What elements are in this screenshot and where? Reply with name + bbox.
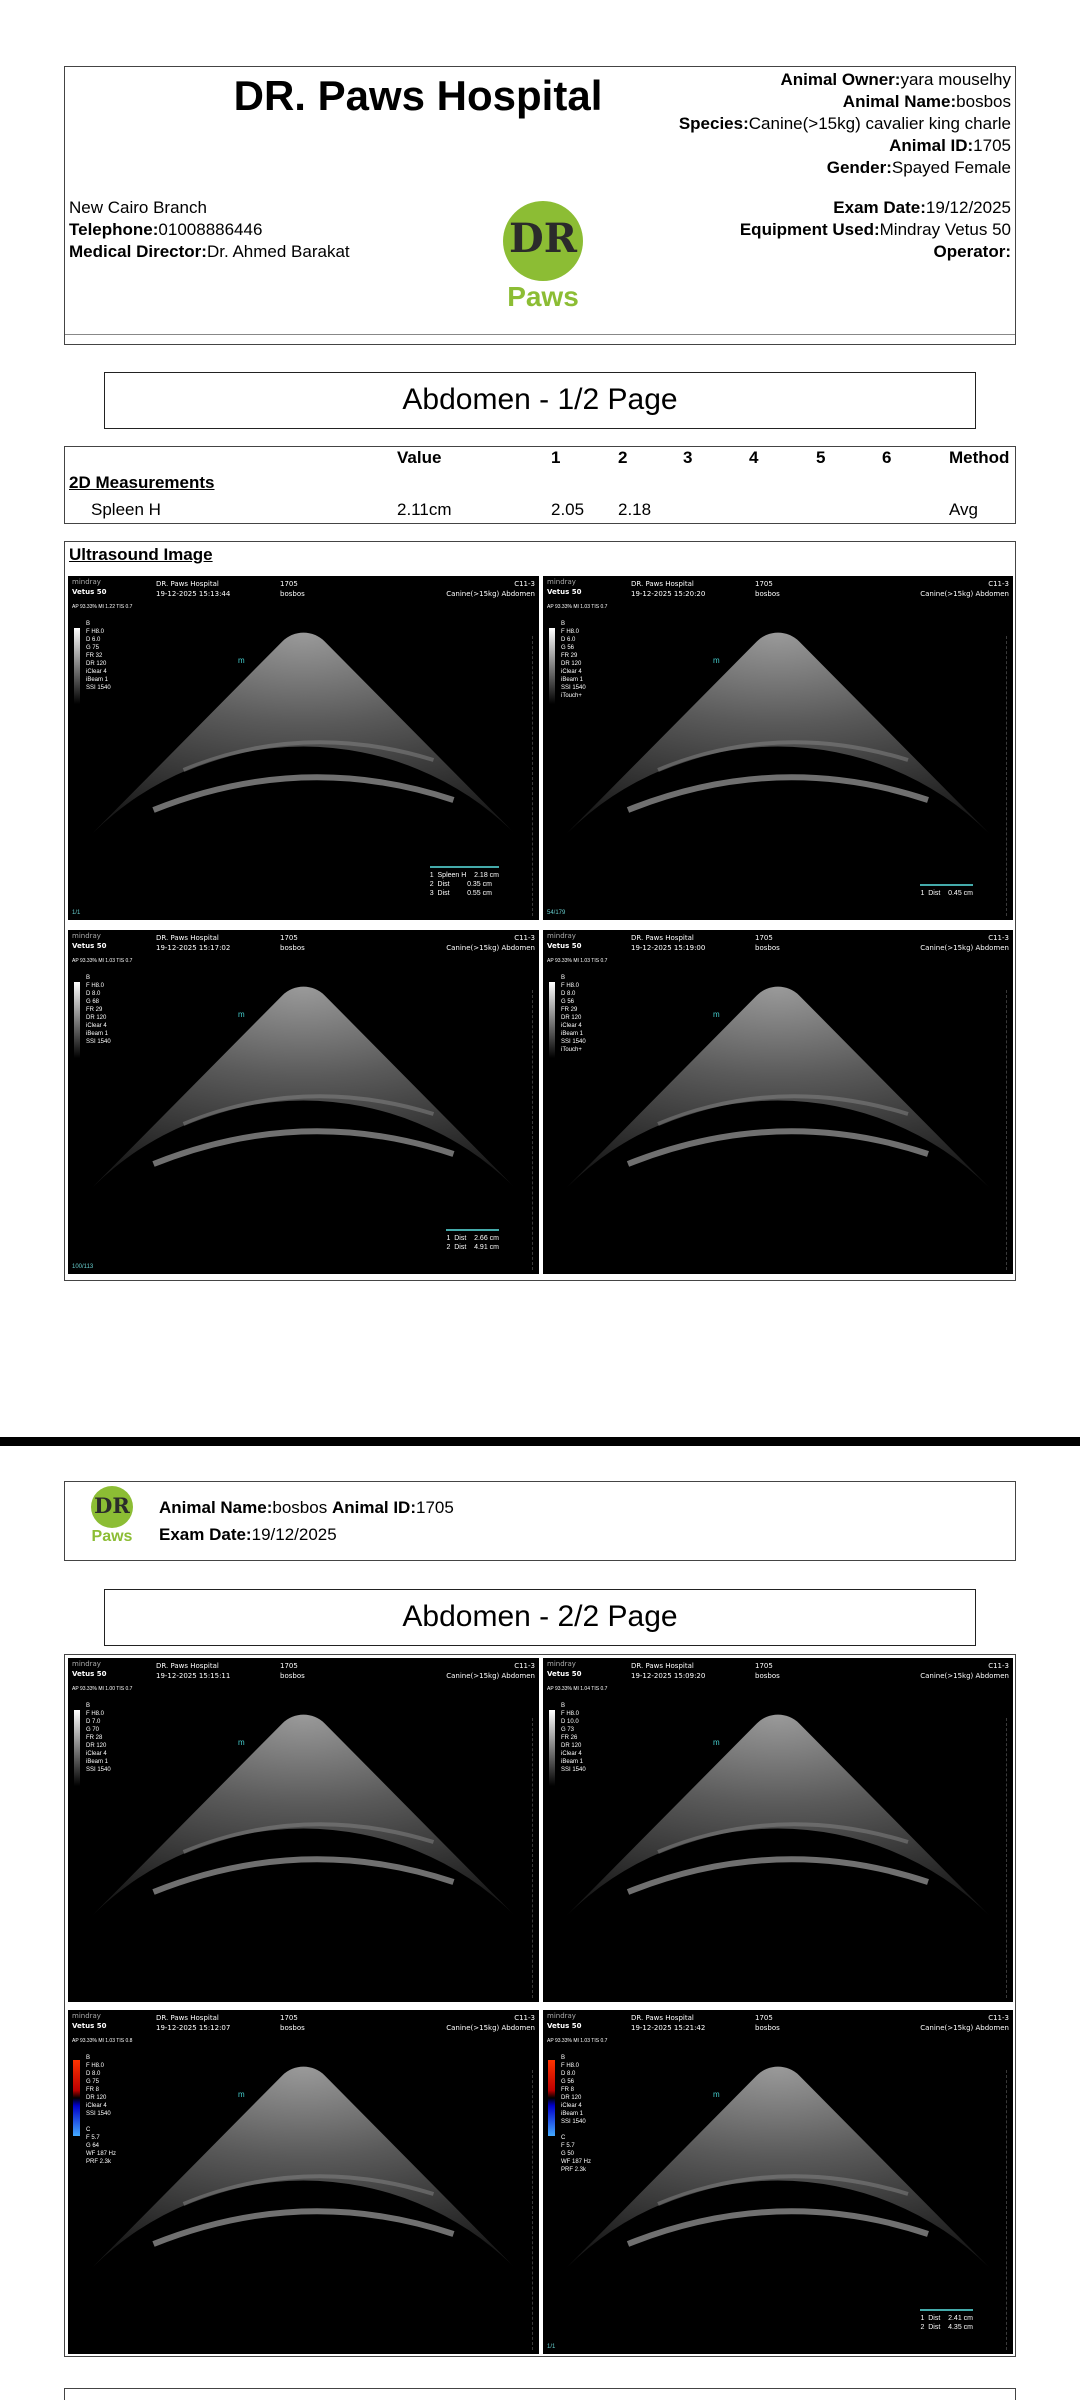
animal-name-value: bosbos <box>956 92 1011 111</box>
image-hospital: DR. Paws Hospital <box>156 934 219 942</box>
image-patient-id: 1705 <box>755 580 773 588</box>
scanner-model: Vetus 50 <box>547 2022 582 2030</box>
image-header <box>543 930 1013 954</box>
image-parameters: B F H8.0 D 8.0 G 56 FR 29 DR 120 iClear 4 iBeam 1 SSI 1540 iTouch+ <box>561 975 586 1053</box>
image-header <box>543 2010 1013 2034</box>
image-probe: C11-3 <box>514 2014 535 2022</box>
animal-id-value: 1705 <box>973 136 1011 155</box>
orientation-marker-icon: m <box>238 2090 245 2099</box>
tissue-band <box>628 1859 928 1892</box>
image-patient-name: bosbos <box>755 944 780 952</box>
gray-scale <box>549 982 555 1058</box>
ultrasound-sector <box>68 2010 539 2354</box>
ultrasound-image-2[interactable] <box>543 576 1013 920</box>
image-header <box>68 930 539 954</box>
col-4: 4 <box>749 448 759 467</box>
image-parameters: B F H8.0 D 8.0 G 56 FR 8 DR 120 iClear 4 iBeam 1 SSI 1540 C F 5.7 G 50 WF 187 Hz PRF 2.3k <box>561 2055 592 2173</box>
image-datetime: 19-12-2025 15:20:20 <box>631 590 706 598</box>
image-probe: C11-3 <box>514 580 535 588</box>
scanner-brand: mindray <box>547 1660 576 1668</box>
depth-ruler <box>1001 990 1007 1270</box>
scanner-model: Vetus 50 <box>72 2022 107 2030</box>
image-preset: Canine(>15kg) Abdomen <box>446 944 535 952</box>
image-parameters: B F H8.0 D 7.0 G 70 FR 28 DR 120 iClear 4 iBeam 1 SSI 1540 <box>86 1703 111 1773</box>
image-patient-name: bosbos <box>755 1672 780 1680</box>
sector-fan <box>567 1715 989 1916</box>
image-datetime: 19-12-2025 15:12:07 <box>156 2024 231 2032</box>
image-hospital: DR. Paws Hospital <box>631 934 694 942</box>
gender-value: Spayed Female <box>891 158 1011 177</box>
ultrasound-sector <box>68 930 539 1274</box>
image-probe: C11-3 <box>988 2014 1009 2022</box>
ultrasound-image-8[interactable] <box>543 2010 1013 2354</box>
measurement-results: 1 Dist 2.41 cm 2 Dist 4.35 cm <box>920 2309 973 2332</box>
scanner-model: Vetus 50 <box>72 942 107 950</box>
animal-id-label: Animal ID: <box>889 136 974 155</box>
measurement-results: 1 Spleen H 2.18 cm 2 Dist 0.35 cm 3 Dist 0.55 cm <box>430 866 499 898</box>
orientation-marker-icon: m <box>713 1738 720 1747</box>
frame-counter: 1/1 <box>547 2344 556 2350</box>
color-scale <box>548 2060 555 2136</box>
next-page-header-edge <box>64 2388 1016 2400</box>
sector-fan <box>567 633 989 834</box>
orientation-marker-icon: m <box>713 2090 720 2099</box>
col-method: Method <box>949 448 1010 467</box>
scanner-model: Vetus 50 <box>547 942 582 950</box>
image-probe: C11-3 <box>514 1662 535 1670</box>
image-patient-id: 1705 <box>755 2014 773 2022</box>
image-patient-name: bosbos <box>280 590 305 598</box>
sector-fan <box>567 987 989 1188</box>
image-patient-name: bosbos <box>280 1672 305 1680</box>
frame-counter: 54/179 <box>547 910 566 916</box>
gray-scale <box>549 1710 555 1786</box>
tissue-band <box>628 1131 928 1164</box>
image-header <box>68 1658 539 1682</box>
image-probe: C11-3 <box>988 1662 1009 1670</box>
page-separator <box>0 1437 1080 1446</box>
measurement-results: 1 Dist 2.66 cm 2 Dist 4.91 cm <box>446 1229 499 1252</box>
depth-ruler <box>527 1718 533 1998</box>
tissue-band <box>628 777 928 810</box>
image-preset: Canine(>15kg) Abdomen <box>920 944 1009 952</box>
col-3: 3 <box>683 448 693 467</box>
ultrasound-sector <box>543 576 1013 920</box>
species-label: Species: <box>678 114 749 133</box>
image-datetime: 19-12-2025 15:17:02 <box>156 944 231 952</box>
row-value: 2.11cm <box>397 500 452 519</box>
image-preset: Canine(>15kg) Abdomen <box>920 2024 1009 2032</box>
image-parameters: B F H8.0 D 6.0 G 75 FR 32 DR 120 iClear 4 iBeam 1 SSI 1540 <box>86 621 111 691</box>
scanner-model: Vetus 50 <box>547 1670 582 1678</box>
report-header-2 <box>64 1481 1016 1561</box>
orientation-marker-icon: m <box>238 1738 245 1747</box>
logo-initials: DR <box>509 215 577 262</box>
measurement-results: 1 Dist 0.45 cm <box>920 884 973 898</box>
page-title-1: Abdomen - 1/2 Page <box>104 372 976 429</box>
color-scale <box>73 2060 80 2136</box>
measurements-table <box>64 446 1016 524</box>
ultrasound-sector <box>68 1658 539 2002</box>
row-name: Spleen H <box>91 500 161 519</box>
depth-ruler <box>527 636 533 916</box>
orientation-marker-icon: m <box>238 1010 245 1019</box>
ultrasound-image-7[interactable] <box>68 2010 539 2354</box>
col-1: 1 <box>551 448 561 467</box>
image-datetime: 19-12-2025 15:13:44 <box>156 590 231 598</box>
row-method: Avg <box>949 500 978 519</box>
image-patient-id: 1705 <box>280 2014 298 2022</box>
hospital-logo-small <box>87 1486 137 1546</box>
row-m1: 2.05 <box>551 500 585 519</box>
image-acoustic-output: AP 93.33% MI 1.22 TIS 0.7 <box>72 604 133 610</box>
image-patient-id: 1705 <box>755 934 773 942</box>
scanner-model: Vetus 50 <box>72 1670 107 1678</box>
header-divider <box>65 334 1015 335</box>
scanner-brand: mindray <box>72 932 101 940</box>
hospital-logo <box>501 201 585 313</box>
gender-label: Gender: <box>826 158 892 177</box>
section-2d-measurements: 2D Measurements <box>69 473 215 492</box>
exam-date-value: 19/12/2025 <box>251 1525 337 1544</box>
image-patient-id: 1705 <box>280 1662 298 1670</box>
image-probe: C11-3 <box>514 934 535 942</box>
row-m2: 2.18 <box>618 500 652 519</box>
logo-circle <box>91 1486 133 1528</box>
image-hospital: DR. Paws Hospital <box>156 580 219 588</box>
image-acoustic-output: AP 93.33% MI 1.03 TIS 0.8 <box>72 2038 133 2044</box>
image-parameters: B F H8.0 D 10.0 G 73 FR 26 DR 120 iClear 4 iBeam 1 SSI 1540 <box>561 1703 586 1773</box>
sector-fan <box>93 2067 515 2268</box>
frame-counter: 1/1 <box>72 910 81 916</box>
image-datetime: 19-12-2025 15:09:20 <box>631 1672 706 1680</box>
depth-ruler <box>1001 2070 1007 2350</box>
image-patient-id: 1705 <box>280 580 298 588</box>
depth-ruler <box>1001 1718 1007 1998</box>
image-hospital: DR. Paws Hospital <box>631 1662 694 1670</box>
image-preset: Canine(>15kg) Abdomen <box>920 1672 1009 1680</box>
director-value: Dr. Ahmed Barakat <box>206 242 350 261</box>
image-hospital: DR. Paws Hospital <box>631 2014 694 2022</box>
tissue-band <box>154 2211 454 2244</box>
depth-ruler <box>1001 636 1007 916</box>
exam-date-label: Exam Date: <box>159 1525 252 1544</box>
sector-fan <box>93 633 515 834</box>
sector-fan <box>93 1715 515 1916</box>
image-acoustic-output: AP 93.33% MI 1.00 TIS 0.7 <box>72 1686 133 1692</box>
logo-initials: DR <box>94 1493 130 1518</box>
scanner-model: Vetus 50 <box>72 588 107 596</box>
orientation-marker-icon: m <box>238 656 245 665</box>
ultrasound-image-3[interactable] <box>68 930 539 1274</box>
image-acoustic-output: AP 93.33% MI 1.03 TIS 0.7 <box>547 604 608 610</box>
image-datetime: 19-12-2025 15:15:11 <box>156 1672 231 1680</box>
owner-label: Animal Owner: <box>780 70 901 89</box>
image-probe: C11-3 <box>988 580 1009 588</box>
tissue-band <box>154 1859 454 1892</box>
image-patient-id: 1705 <box>280 934 298 942</box>
animal-name-label: Animal Name: <box>159 1498 273 1517</box>
image-preset: Canine(>15kg) Abdomen <box>920 590 1009 598</box>
image-acoustic-output: AP 93.33% MI 1.03 TIS 0.7 <box>72 958 133 964</box>
ultrasound-sector <box>543 2010 1013 2354</box>
scanner-brand: mindray <box>547 2012 576 2020</box>
telephone-label: Telephone: <box>69 220 159 239</box>
scanner-model: Vetus 50 <box>547 588 582 596</box>
tissue-band <box>154 1131 454 1164</box>
frame-counter: 100/113 <box>72 1264 94 1270</box>
image-acoustic-output: AP 93.33% MI 1.04 TIS 0.7 <box>547 1686 608 1692</box>
image-preset: Canine(>15kg) Abdomen <box>446 1672 535 1680</box>
sector-fan <box>567 2067 989 2268</box>
exam-info <box>740 197 1011 263</box>
image-probe: C11-3 <box>988 934 1009 942</box>
patient-summary <box>159 1494 454 1548</box>
director-label: Medical Director: <box>69 242 207 261</box>
image-header <box>68 576 539 600</box>
animal-id-label: Animal ID: <box>331 1498 416 1517</box>
image-datetime: 19-12-2025 15:19:00 <box>631 944 706 952</box>
exam-date-value: 19/12/2025 <box>925 198 1011 217</box>
depth-ruler <box>527 990 533 1270</box>
image-patient-name: bosbos <box>280 944 305 952</box>
image-header <box>543 576 1013 600</box>
image-header <box>543 1658 1013 1682</box>
col-2: 2 <box>618 448 628 467</box>
telephone-value: 01008886446 <box>158 220 263 239</box>
image-header <box>68 2010 539 2034</box>
col-value: Value <box>397 448 442 467</box>
tissue-band <box>628 2211 928 2244</box>
image-patient-name: bosbos <box>755 590 780 598</box>
sector-fan <box>93 987 515 1188</box>
ultrasound-sector <box>543 1658 1013 2002</box>
orientation-marker-icon: m <box>713 1010 720 1019</box>
operator-label: Operator: <box>933 242 1011 261</box>
gray-scale <box>549 628 555 704</box>
image-patient-name: bosbos <box>755 2024 780 2032</box>
image-parameters: B F H8.0 D 8.0 G 75 FR 8 DR 120 iClear 4 SSI 1540 C F 5.7 G 64 WF 187 Hz PRF 2.3k <box>86 2055 117 2165</box>
scanner-brand: mindray <box>547 932 576 940</box>
ultrasound-image-6[interactable] <box>543 1658 1013 2002</box>
branch: New Cairo Branch <box>69 198 207 217</box>
logo-circle <box>503 201 583 281</box>
owner-value: yara mouselhy <box>900 70 1011 89</box>
page-title-2: Abdomen - 2/2 Page <box>104 1589 976 1646</box>
image-parameters: B F H8.0 D 6.0 G 56 FR 29 DR 120 iClear 4 iBeam 1 SSI 1540 iTouch+ <box>561 621 586 699</box>
animal-name-value: bosbos <box>272 1498 328 1517</box>
gray-scale <box>74 628 80 704</box>
image-patient-name: bosbos <box>280 2024 305 2032</box>
hospital-info <box>69 197 350 263</box>
scanner-brand: mindray <box>547 578 576 586</box>
section-ultrasound-image: Ultrasound Image <box>69 545 213 564</box>
image-acoustic-output: AP 93.33% MI 1.03 TIS 0.7 <box>547 958 608 964</box>
image-preset: Canine(>15kg) Abdomen <box>446 590 535 598</box>
image-acoustic-output: AP 93.33% MI 1.03 TIS 0.7 <box>547 2038 608 2044</box>
scanner-brand: mindray <box>72 578 101 586</box>
logo-word: Paws <box>507 281 579 312</box>
image-patient-id: 1705 <box>755 1662 773 1670</box>
image-datetime: 19-12-2025 15:21:42 <box>631 2024 706 2032</box>
image-hospital: DR. Paws Hospital <box>631 580 694 588</box>
animal-id-value: 1705 <box>416 1498 454 1517</box>
gray-scale <box>74 982 80 1058</box>
equipment-label: Equipment Used: <box>739 220 880 239</box>
animal-name-label: Animal Name: <box>842 92 957 111</box>
scanner-brand: mindray <box>72 1660 101 1668</box>
exam-date-label: Exam Date: <box>833 198 926 217</box>
image-preset: Canine(>15kg) Abdomen <box>446 2024 535 2032</box>
ultrasound-image-1[interactable] <box>68 576 539 920</box>
gray-scale <box>74 1710 80 1786</box>
equipment-value: Mindray Vetus 50 <box>879 220 1011 239</box>
report-header <box>64 66 1016 345</box>
species-value: Canine(>15kg) cavalier king charle <box>748 114 1011 133</box>
col-6: 6 <box>882 448 892 467</box>
image-hospital: DR. Paws Hospital <box>156 2014 219 2022</box>
image-hospital: DR. Paws Hospital <box>156 1662 219 1670</box>
ultrasound-image-5[interactable] <box>68 1658 539 2002</box>
logo-word: Paws <box>91 1528 133 1545</box>
tissue-band <box>154 777 454 810</box>
scanner-brand: mindray <box>72 2012 101 2020</box>
depth-ruler <box>527 2070 533 2350</box>
ultrasound-image-4[interactable] <box>543 930 1013 1274</box>
image-parameters: B F H8.0 D 8.0 G 68 FR 29 DR 120 iClear 4 iBeam 1 SSI 1540 <box>86 975 111 1045</box>
orientation-marker-icon: m <box>713 656 720 665</box>
col-5: 5 <box>816 448 826 467</box>
ultrasound-sector <box>543 930 1013 1274</box>
patient-info <box>679 69 1011 179</box>
hospital-name: DR. Paws Hospital <box>233 72 603 119</box>
